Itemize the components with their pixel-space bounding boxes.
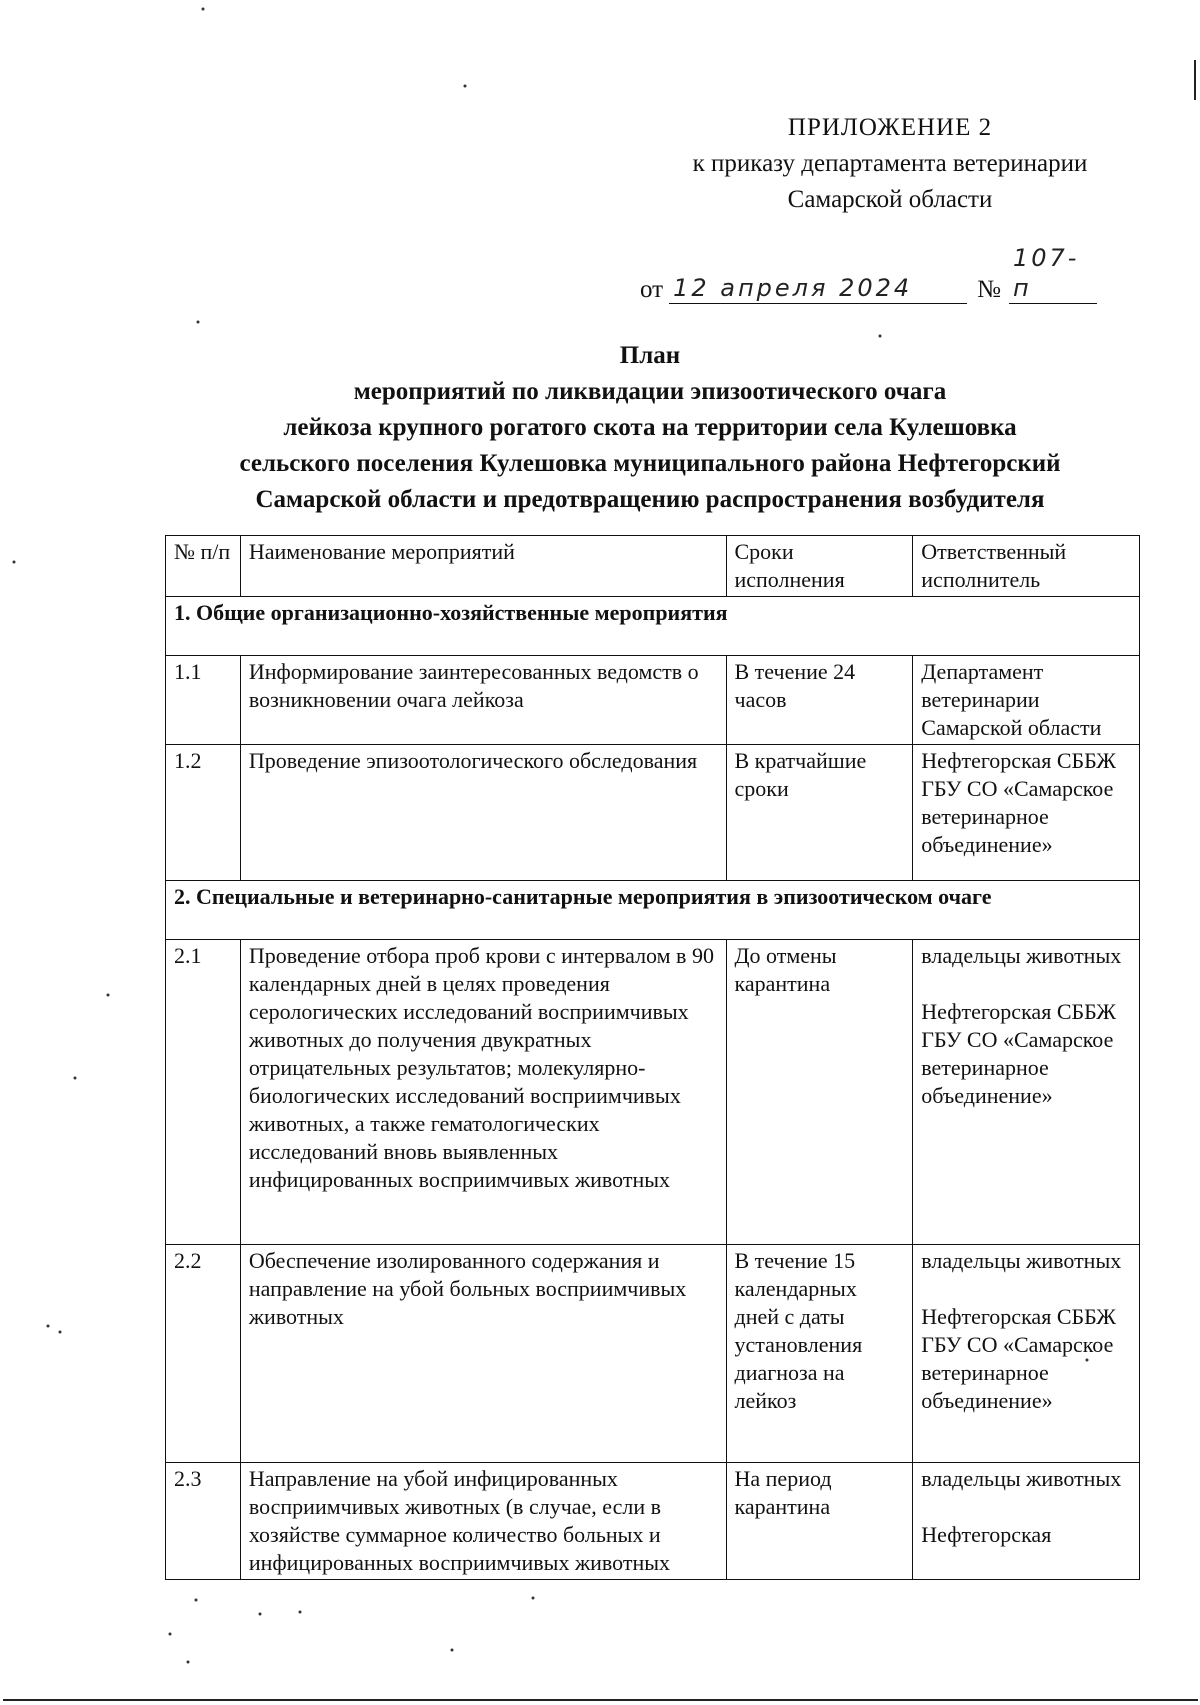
section-title-1: 1. Общие организационно-хозяйственные мероприятия [166,597,1140,656]
order-reference [640,243,1130,304]
title-line-1: мероприятий по ликвидации эпизоотического очага [353,378,947,405]
row-responsible: Нефтегорская [921,1522,1052,1547]
annex-order-line: к приказу департамента ветеринарии [692,150,1088,177]
row-num: 2.2 [166,1245,241,1463]
row-name: Информирование заинтересованных ведомств о возникновении очага лейкоза [240,656,726,745]
annex-region-line: Самарской области [787,186,993,213]
document-title [170,338,1130,518]
row-deadline: До отмены карантина [726,940,913,1245]
row-responsible-cell [913,1463,1140,1580]
title-line-2: лейкоза крупного рогатого скота на территории села Кулешовка [283,414,1017,441]
table-row [166,745,1140,881]
row-responsible: Нефтегорская СББЖ ГБУ СО «Самарское ветеринарное объединение» [921,1304,1116,1413]
row-deadline: В кратчайшие сроки [726,745,913,881]
header-name: Наименование мероприятий [240,536,726,597]
section-row-2 [166,881,1140,940]
table-row [166,656,1140,745]
row-num: 1.1 [166,656,241,745]
table-row [166,1245,1140,1463]
title-line-4: Самарской области и предотвращению распространения возбудителя [255,486,1045,513]
row-deadline: На период карантина [726,1463,913,1580]
row-name: Проведение отбора проб крови с интервалом в 90 календарных дней в целях проведения серологических исследований восприимчивых животных до получения двукратных отрицательных результатов; молекулярно-биологических исследований восприимчивых животных, а также гематологических исследований вновь выявленных инфицированных восприимчивых животных [240,940,726,1245]
row-responsible-cell [913,940,1140,1245]
section-title-2: 2. Специальные и ветеринарно-санитарные мероприятия в эпизоотическом очаге [166,881,1140,940]
row-name: Обеспечение изолированного содержания и направление на убой больных восприимчивых животных [240,1245,726,1463]
header-responsible: Ответственный исполнитель [913,536,1140,597]
row-deadline: В течение 15 календарных дней с даты установления диагноза на лейкоз [726,1245,913,1463]
row-name: Проведение эпизоотологического обследования [240,745,726,881]
header-deadline: Сроки исполнения [726,536,913,597]
row-responsible: Департамент ветеринарии Самарской области [913,656,1140,745]
order-from-label: от [640,276,664,303]
row-responsible-owner: владельцы животных [921,943,1122,968]
order-number-label: № [977,276,1001,303]
table-row [166,940,1140,1245]
header-num: № п/п [166,536,241,597]
title-word: План [619,342,681,369]
annex-header [640,110,1140,218]
row-responsible: Нефтегорская СББЖ ГБУ СО «Самарское ветеринарное объединение» [921,999,1116,1108]
section-row-1 [166,597,1140,656]
plan-table [165,535,1140,1580]
order-date: 12 апреля 2024 [669,273,967,304]
table-row [166,1463,1140,1580]
row-name: Направление на убой инфицированных восприимчивых животных (в случае, если в хозяйстве суммарное количество больных и инфицированных восприимчивых животных [240,1463,726,1580]
row-responsible-owner: владельцы животных [921,1248,1122,1273]
table-header-row [166,536,1140,597]
title-line-3: сельского поселения Кулешовка муниципального района Нефтегорский [239,450,1061,477]
row-num: 2.3 [166,1463,241,1580]
row-responsible-cell [913,1245,1140,1463]
row-num: 1.2 [166,745,241,881]
row-responsible: Нефтегорская СББЖ ГБУ СО «Самарское ветеринарное объединение» [913,745,1140,881]
order-number: 107-п [1009,243,1097,304]
row-responsible-owner: владельцы животных [921,1466,1122,1491]
annex-label: ПРИЛОЖЕНИЕ 2 [787,114,993,141]
row-deadline: В течение 24 часов [726,656,913,745]
row-num: 2.1 [166,940,241,1245]
